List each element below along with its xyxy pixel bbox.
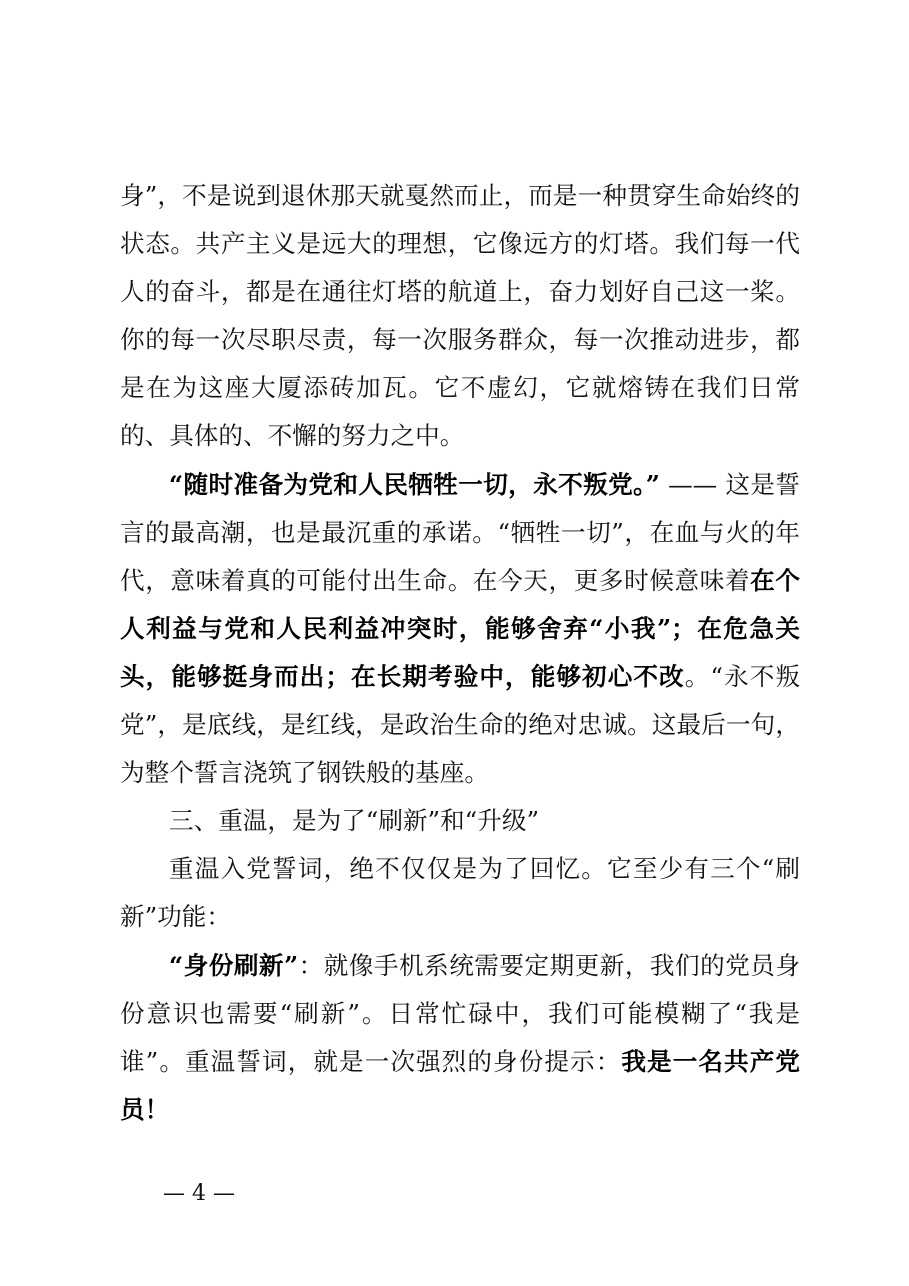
paragraph-1-text: 身”，不是说到退休那天就戛然而止，而是一种贯穿生命始终的状态。共产主义是远大的理想，它像远方的灯塔。我们每一代人的奋斗，都是在通往灯塔的航道上，奋力划好自己这一桨。你的每一次尽职尽责，每一次服务群众，每一次推动进步，都是在为这座大厦添砖加瓦。它不虚幻，它就熔铸在我们日常的、具体的、不懈的努力之中。	[120, 181, 800, 451]
paragraph-5	[120, 942, 800, 1134]
paragraph-2	[120, 461, 800, 798]
paragraph-4	[120, 845, 800, 941]
section-heading	[120, 797, 800, 845]
party-member-declaration: 我是一名共产党员！	[120, 1046, 800, 1124]
paragraph-2-text-b: 。“永不叛党”，是底线，是红线，是政治生命的绝对忠诚。这最后一句，为整个誓言浇筑了钢铁般的基座。	[120, 661, 800, 788]
oath-quote-bold: “随时准备为党和人民牺牲一切，永不叛党。”	[169, 469, 660, 499]
paragraph-4-text: 重温入党誓词，绝不仅仅是为了回忆。它至少有三个“刷新”功能：	[120, 854, 800, 932]
identity-refresh-label: “身份刷新”	[169, 950, 299, 980]
paragraph-1	[120, 172, 800, 461]
paragraph-2-text-a: —— 这是誓言的最高潮，也是最沉重的承诺。“牺牲一切”，在血与火的年代，意味着真的可能付出生命。在今天，更多时候意味着	[120, 469, 800, 595]
section-heading-text: 三、重温，是为了“刷新”和“升级”	[169, 806, 540, 836]
paragraph-5-text: ：就像手机系统需要定期更新，我们的党员身份意识也需要“刷新”。日常忙碌中，我们可能模糊了“我是谁”。重温誓词，就是一次强烈的身份提示：	[120, 950, 800, 1076]
page-number: — 4 —	[163, 1181, 235, 1206]
document-body	[120, 172, 800, 1134]
sacrifice-meaning-bold: 在个人利益与党和人民利益冲突时，能够舍弃“小我”；在危急关头，能够挺身而出；在长期考验中，能够初心不改	[120, 565, 800, 691]
